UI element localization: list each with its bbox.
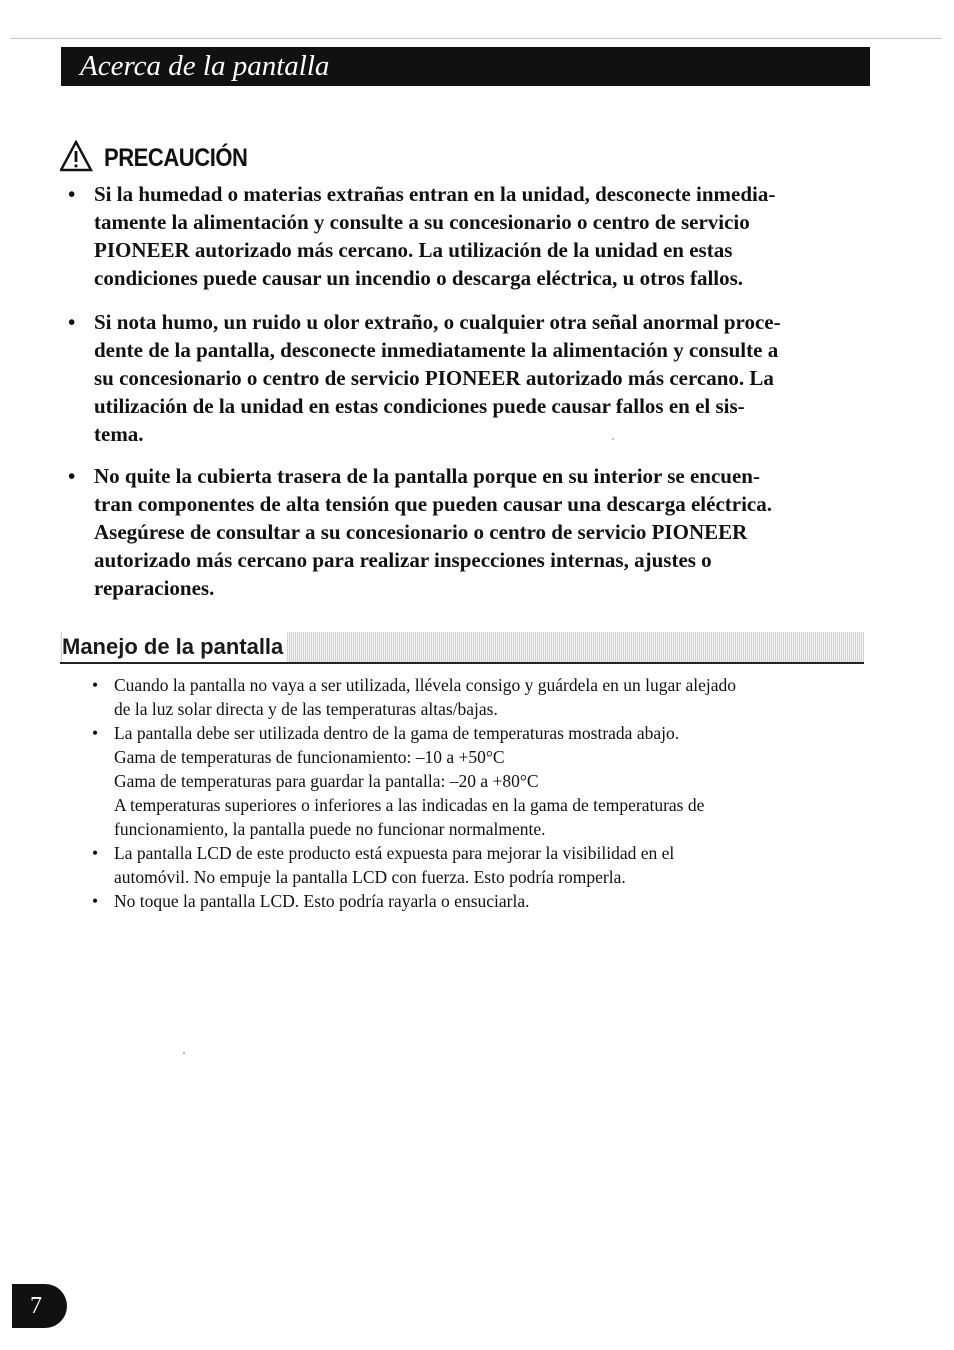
handling-line: A temperaturas superiores o inferiores a las indicadas en la gama de temperaturas de [114,795,705,815]
caution-line: tamente la alimentación y consulte a su concesionario o centro de servicio [94,210,750,234]
caution-list [66,180,846,618]
caution-line: tema. [94,422,144,446]
caution-line: Si nota humo, un ruido u olor extraño, o cualquier otra señal anormal proce- [94,310,781,334]
handling-item [92,721,852,841]
scan-speck [183,1052,185,1054]
bullet: • [92,891,99,911]
caution-line: utilización de la unidad en estas condiciones puede causar fallos en el sis- [94,394,745,418]
caution-item [66,462,846,602]
caution-heading-text: PRECAUCIÓN [104,144,248,172]
caution-item [66,180,846,292]
caution-line: No quite la cubierta trasera de la pantalla porque en su interior se encuen- [94,464,760,488]
handling-line: La pantalla debe ser utilizada dentro de la gama de temperaturas mostrada abajo. [114,723,680,743]
section-title-bar [61,47,870,86]
bullet: • [92,723,99,743]
handling-line: Gama de temperaturas para guardar la pantalla: –20 a +80°C [114,771,539,791]
handling-item [92,673,852,721]
caution-line: autorizado más cercano para realizar inspecciones internas, ajustes o [94,548,712,572]
scan-speck [612,438,614,440]
handling-item [92,841,852,889]
bullet: • [92,843,99,863]
handling-item [92,889,852,913]
warning-triangle-icon [60,140,106,172]
caution-item [66,308,846,448]
handling-line: La pantalla LCD de este producto está expuesta para mejorar la visibilidad en el [114,843,675,863]
caution-heading [60,138,267,172]
caution-line: reparaciones. [94,576,215,600]
caution-line: tran componentes de alta tensión que pueden causar una descarga eléctrica. [94,492,772,516]
handling-line: automóvil. No empuje la pantalla LCD con fuerza. Esto podría romperla. [114,867,626,887]
handling-heading-text: Manejo de la pantalla [62,632,287,662]
handling-line: de la luz solar directa y de las temperaturas altas/bajas. [114,699,498,719]
handling-line: funcionamiento, la pantalla puede no funcionar normalmente. [114,819,546,839]
page-number: 7 [30,1293,42,1319]
caution-line: Si la humedad o materias extrañas entran en la unidad, desconecte inmedia- [94,182,776,206]
bullet: • [92,675,99,695]
top-rule [10,38,942,39]
handling-list [92,673,852,913]
handling-section-heading [60,632,864,664]
page-number-tab [12,1284,67,1328]
caution-line: su concesionario o centro de servicio PIONEER autorizado más cercano. La [94,366,774,390]
bullet: • [68,464,76,488]
page-title: Acerca de la pantalla [80,50,330,82]
bullet: • [68,182,76,206]
caution-line: Asegúrese de consultar a su concesionario o centro de servicio PIONEER [94,520,748,544]
handling-line: Gama de temperaturas de funcionamiento: –10 a +50°C [114,747,505,767]
bullet: • [68,310,76,334]
handling-line: No toque la pantalla LCD. Esto podría rayarla o ensuciarla. [114,891,530,911]
handling-line: Cuando la pantalla no vaya a ser utilizada, llévela consigo y guárdela en un lugar alejado [114,675,736,695]
caution-line: PIONEER autorizado más cercano. La utilización de la unidad en estas [94,238,733,262]
caution-line: dente de la pantalla, desconecte inmediatamente la alimentación y consulte a [94,338,779,362]
caution-line: condiciones puede causar un incendio o descarga eléctrica, u otros fallos. [94,266,744,290]
